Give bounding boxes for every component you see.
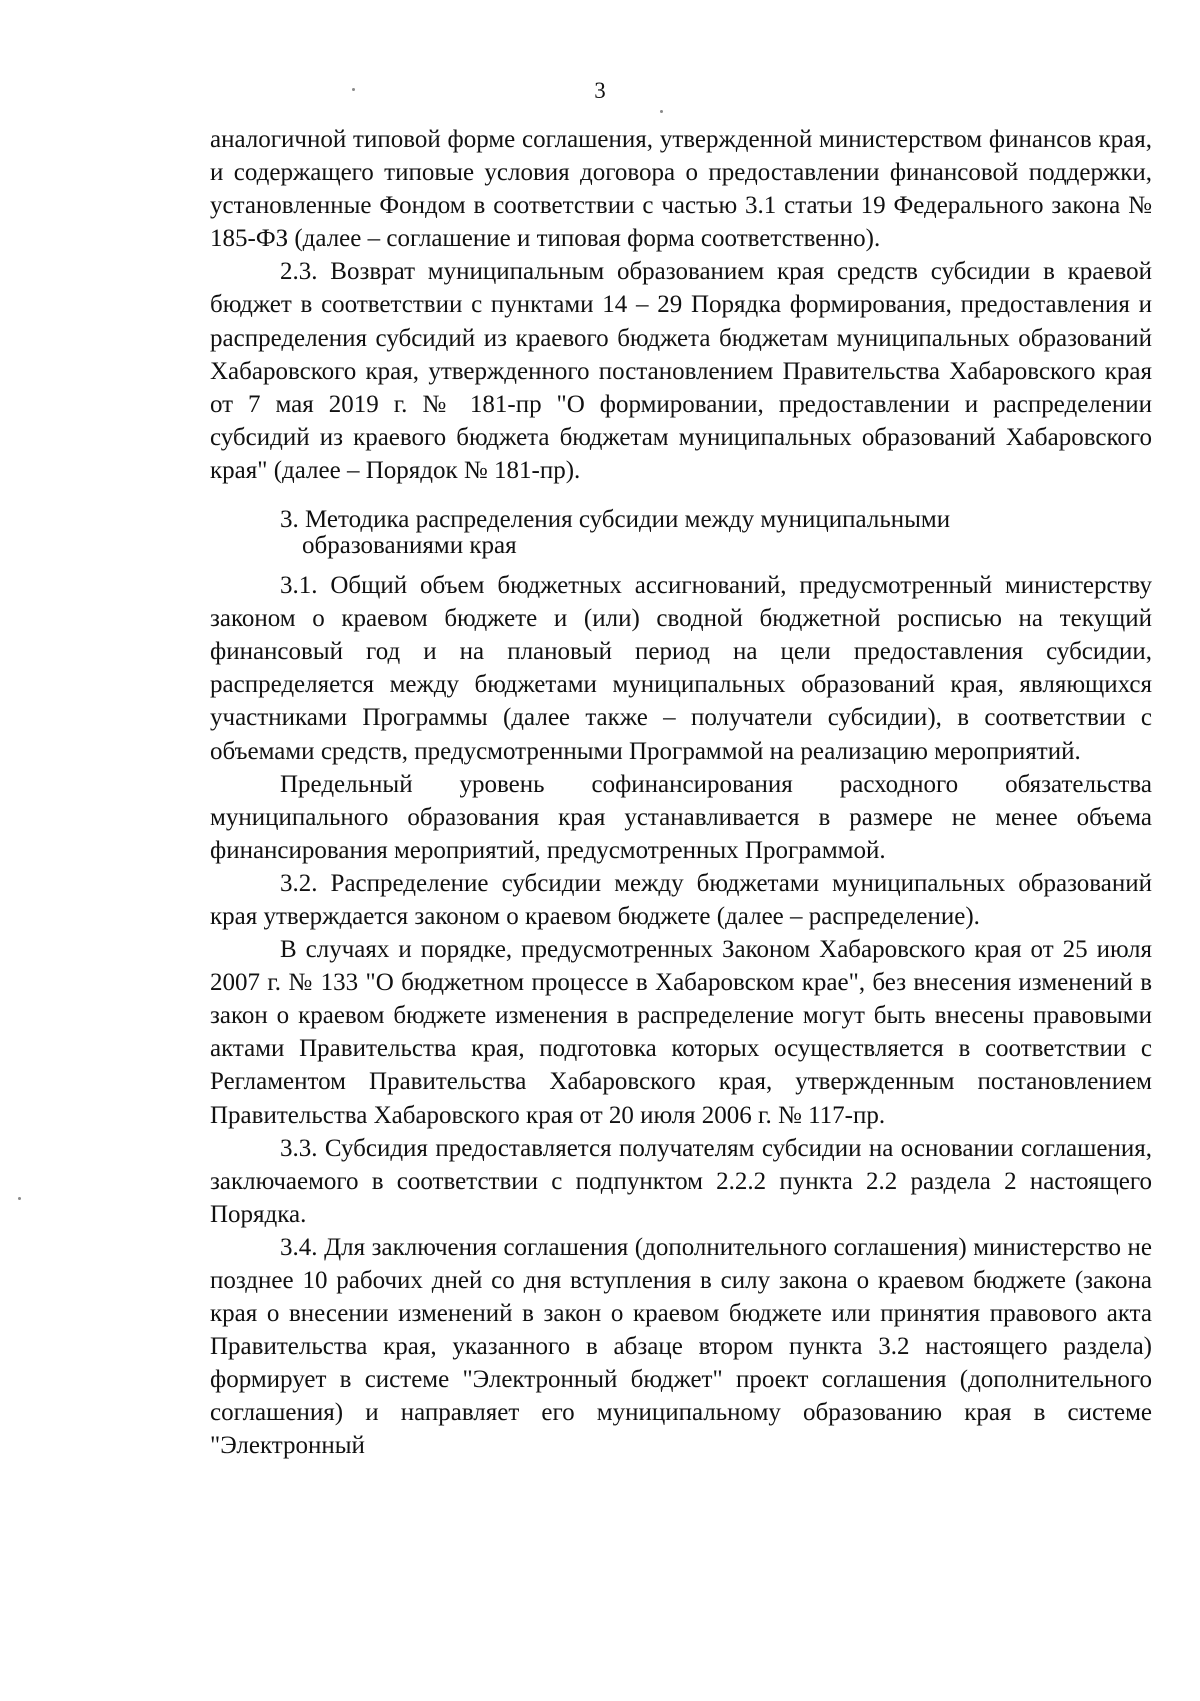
scan-speck: [18, 1197, 21, 1200]
scan-speck: [660, 110, 663, 113]
paragraph-3-2: 3.2. Распределение субсидии между бюджетами муниципальных образований края утверждается законом о краевом бюджете (далее – распределение).: [210, 869, 1152, 930]
document-body: [210, 123, 1152, 1463]
paragraph-continuation: аналогичной типовой форме соглашения, утвержденной министерством финансов края, и содержащего типовые условия договора о предоставлении финансовой поддержки, установленные Фондом в соответствии с частью 3.1 статьи 19 Федерального закона № 185-ФЗ (далее – соглашение и типовая форма соответственно).: [210, 126, 1152, 253]
paragraph-3-4: 3.4. Для заключения соглашения (дополнительного соглашения) министерство не позднее 10 рабочих дней со дня вступления в силу закона о краевом бюджете (закона края о внесении изменений в закон о краевом бюджете или принятия правового акта Правительства края, указанного в абзаце втором пункта 3.2 настоящего раздела) формирует в системе "Электронный бюджет" проект соглашения (дополнительного соглашения) и направляет его муниципальному образованию края в системе "Электронный: [210, 1233, 1152, 1460]
scan-speck: [352, 88, 355, 91]
paragraph-cofinancing: Предельный уровень софинансирования расходного обязательства муниципального образования края устанавливается в размере не менее объема финансирования мероприятий, предусмотренных Программой.: [210, 770, 1152, 864]
paragraph-amendments: В случаях и порядке, предусмотренных Законом Хабаровского края от 25 июля 2007 г. № 133 "О бюджетном процессе в Хабаровском крае", без внесения изменений в закон о краевом бюджете изменения в распределение могут быть внесены правовыми актами Правительства края, подготовка которых осуществляется в соответствии с Регламентом Правительства Хабаровского края, утвержденным постановлением Правительства Хабаровского края от 20 июля 2006 г. № 117-пр.: [210, 936, 1152, 1129]
section-heading-line1: 3. Методика распределения субсидии между муниципальными: [280, 506, 951, 534]
section-heading-line2: образованиями края: [302, 532, 517, 560]
paragraph-2-3: 2.3. Возврат муниципальным образованием края средств субсидии в краевой бюджет в соответствии с пунктами 14 – 29 Порядка формирования, предоставления и распределения субсидий из краевого бюджета бюджетам муниципальных образований Хабаровского края, утвержденного постановлением Правительства Хабаровского края от 7 мая 2019 г. № 181-пр "О формировании, предоставлении и распределении субсидий из краевого бюджета бюджетам муниципальных образований Хабаровского края" (далее – Порядок № 181-пр).: [210, 258, 1152, 484]
paragraph-3-1: 3.1. Общий объем бюджетных ассигнований, предусмотренный министерству законом о краевом бюджете и (или) сводной бюджетной росписью на текущий финансовый год и на плановый период на цели предоставления субсидии, распределяется между бюджетами муниципальных образований края, являющихся участниками Программы (далее также – получатели субсидии), в соответствии с объемами средств, предусмотренными Программой на реализацию мероприятий.: [210, 572, 1152, 765]
section-heading-3: [210, 507, 1152, 559]
page-number: 3: [594, 78, 606, 103]
paragraph-3-3: 3.3. Субсидия предоставляется получателям субсидии на основании соглашения, заключаемого в соответствии с подпунктом 2.2.2 пункта 2.2 раздела 2 настоящего Порядка.: [210, 1134, 1152, 1228]
